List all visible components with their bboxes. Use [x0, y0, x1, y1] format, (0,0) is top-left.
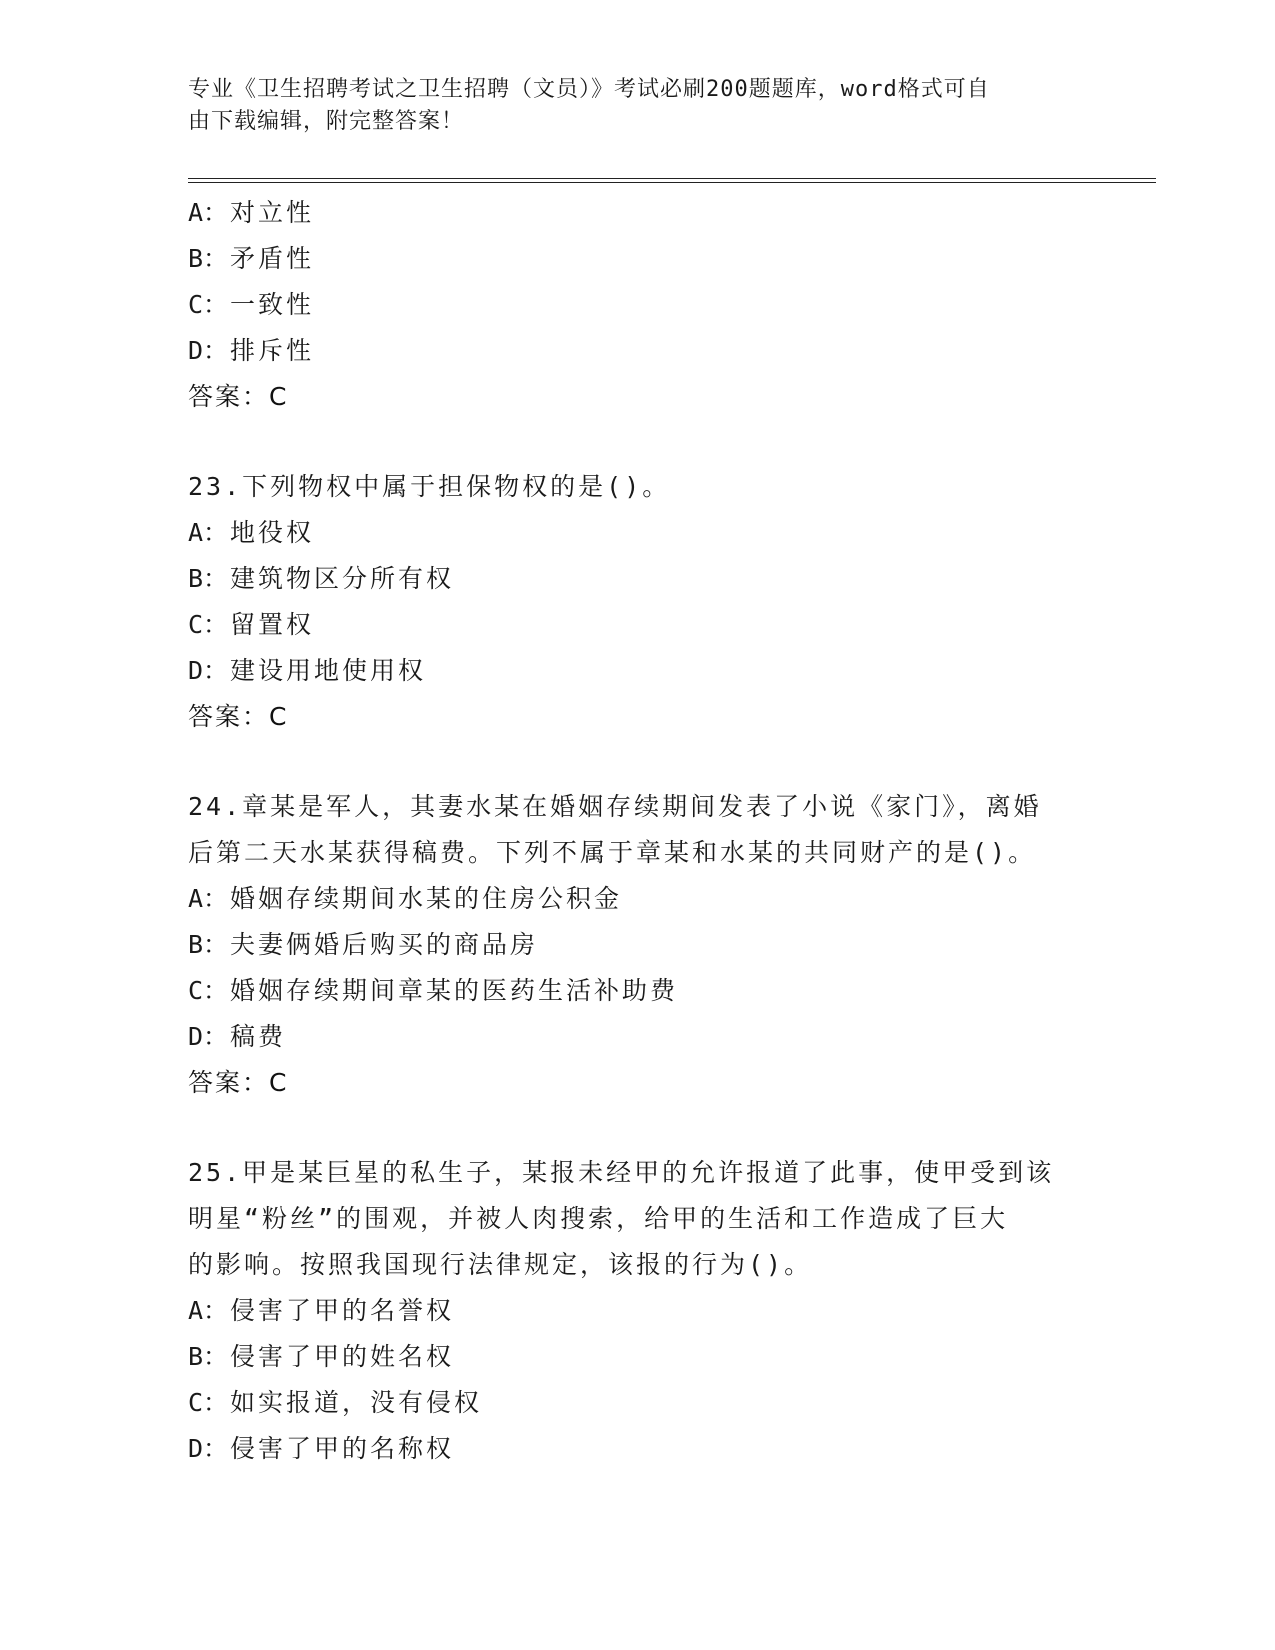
header-line-2: 由下载编辑，附完整答案！ — [188, 109, 465, 134]
option-a: A：地役权 — [188, 518, 315, 547]
option-b: B：矛盾性 — [188, 244, 315, 273]
question-stem: 23.下列物权中属于担保物权的是()。 — [188, 472, 671, 501]
option-d: D：侵害了甲的名称权 — [188, 1434, 455, 1463]
question-stem-line-1: 25.甲是某巨星的私生子，某报未经甲的允许报道了此事，使甲受到该 — [188, 1158, 1055, 1187]
answer-line: 答案：C — [188, 1068, 289, 1097]
question-stem-line-2: 明星“粉丝”的围观，并被人肉搜索，给甲的生活和工作造成了巨大 — [188, 1204, 1009, 1233]
spacer — [188, 420, 1088, 464]
option-d: D：排斥性 — [188, 336, 315, 365]
question-stem-line-3: 的影响。按照我国现行法律规定，该报的行为()。 — [188, 1250, 813, 1279]
option-c: C：一致性 — [188, 290, 315, 319]
question-stem-line-2: 后第二天水某获得稿费。下列不属于章某和水某的共同财产的是()。 — [188, 838, 1037, 867]
question-25 — [188, 1150, 1088, 1472]
answer-line: 答案：C — [188, 382, 289, 411]
document-header — [188, 74, 1068, 138]
option-a: A：婚姻存续期间水某的住房公积金 — [188, 884, 623, 913]
header-line-1: 专业《卫生招聘考试之卫生招聘（文员）》考试必刷200题题库，word格式可自 — [188, 77, 990, 102]
question-24 — [188, 784, 1088, 1106]
option-b: B：侵害了甲的姓名权 — [188, 1342, 455, 1371]
option-c: C：如实报道，没有侵权 — [188, 1388, 483, 1417]
header-divider — [188, 178, 1156, 183]
option-a: A：侵害了甲的名誉权 — [188, 1296, 455, 1325]
option-d: D：稿费 — [188, 1022, 287, 1051]
spacer — [188, 1106, 1088, 1150]
question-stem-line-1: 24.章某是军人，其妻水某在婚姻存续期间发表了小说《家门》，离婚 — [188, 792, 1042, 821]
question-list — [188, 190, 1088, 1472]
option-d: D：建设用地使用权 — [188, 656, 427, 685]
option-b: B：建筑物区分所有权 — [188, 564, 455, 593]
option-a: A：对立性 — [188, 198, 315, 227]
question-22 — [188, 190, 1088, 420]
question-23 — [188, 464, 1088, 740]
option-b: B：夫妻俩婚后购买的商品房 — [188, 930, 539, 959]
answer-line: 答案：C — [188, 702, 289, 731]
spacer — [188, 740, 1088, 784]
option-c: C：婚姻存续期间章某的医药生活补助费 — [188, 976, 679, 1005]
option-c: C：留置权 — [188, 610, 315, 639]
